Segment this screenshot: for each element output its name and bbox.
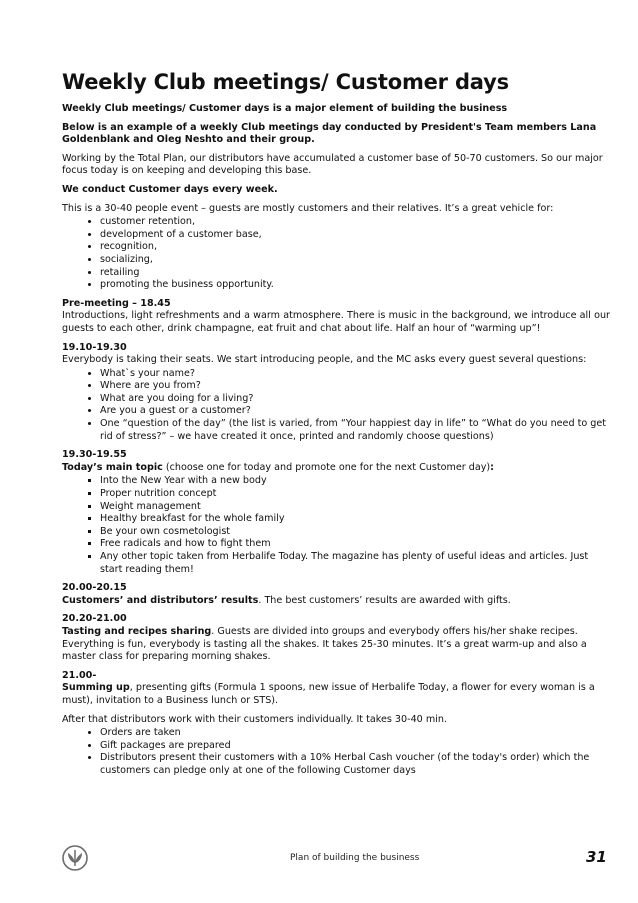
list-item: • Orders are taken bbox=[100, 727, 610, 740]
intro-bold-text: Weekly Club meetings/ Customer days is a major element of building the business bbox=[62, 103, 508, 114]
document-page bbox=[62, 70, 610, 784]
list-item: • Are you a guest or a customer? bbox=[100, 405, 610, 418]
list-item: • socializing, bbox=[100, 254, 610, 267]
questions-list bbox=[62, 368, 610, 444]
section-2100-label: Summing up bbox=[62, 682, 130, 694]
list-item: • promoting the business opportunity. bbox=[100, 279, 610, 292]
page-title: Weekly Club meetings/ Customer days bbox=[62, 70, 509, 94]
section-1930 bbox=[62, 449, 610, 474]
page-number: 31 bbox=[586, 848, 607, 866]
main-topic-colon: : bbox=[490, 461, 494, 473]
list-item: ▪ Into the New Year with a new body bbox=[100, 475, 610, 488]
list-item: ▪ Free radicals and how to fight them bbox=[100, 538, 610, 551]
list-item: • Gift packages are prepared bbox=[100, 740, 610, 753]
conduct-bold-text: We conduct Customer days every week. bbox=[62, 183, 278, 195]
footer-text: Plan of building the business bbox=[290, 853, 420, 863]
section-2020-heading: 20.20-21.00 bbox=[62, 613, 127, 625]
section-2020 bbox=[62, 613, 610, 663]
after-paragraph: After that distributors work with their customers individually. It takes 30-40 min. bbox=[62, 713, 447, 725]
herbalife-leaf-icon bbox=[62, 845, 88, 871]
section-2000 bbox=[62, 582, 610, 607]
list-item: • customer retention, bbox=[100, 216, 610, 229]
premeeting-heading: Pre-meeting – 18.45 bbox=[62, 297, 171, 309]
section-2100 bbox=[62, 670, 610, 708]
section-1910-text: Everybody is taking their seats. We start introducing people, and the MC asks every guest several questions: bbox=[62, 354, 587, 366]
section-2000-label: Customers’ and distributors’ results bbox=[62, 594, 259, 606]
section-2000-text: . The best customers’ results are awarded with gifts. bbox=[258, 594, 511, 606]
section-1910 bbox=[62, 342, 610, 367]
list-item: • retailing bbox=[100, 267, 610, 280]
list-item: • development of a customer base, bbox=[100, 229, 610, 242]
section-2100-heading: 21.00- bbox=[62, 669, 97, 681]
list-item: • One “question of the day” (the list is varied, from “Your happiest day in life” to “What do you need to get rid of stress?” – we have created it once, printed and randomly choose questions) bbox=[100, 418, 610, 443]
page-footer bbox=[0, 844, 638, 884]
example-bold-text: Below is an example of a weekly Club meetings day conducted by President's Team members Lana Goldenblank and Oleg Neshto and their group. bbox=[62, 121, 597, 146]
section-2100-text: , presenting gifts (Formula 1 spoons, new issue of Herbalife Today, a flower for every woman is a must), invitation to a Business lunch or STS). bbox=[62, 682, 595, 706]
total-plan-paragraph: Working by the Total Plan, our distributors have accumulated a customer base of 50-70 customers. So our major focus today is on keeping and developing this base. bbox=[62, 152, 603, 177]
list-item: • What are you doing for a living? bbox=[100, 393, 610, 406]
list-item: • recognition, bbox=[100, 241, 610, 254]
section-1910-heading: 19.10-19.30 bbox=[62, 341, 127, 353]
list-item: ▪ Be your own cosmetologist bbox=[100, 526, 610, 539]
premeeting-section bbox=[62, 298, 610, 336]
vehicle-list bbox=[62, 216, 610, 292]
list-item: • What`s your name? bbox=[100, 368, 610, 381]
list-item: • Where are you from? bbox=[100, 380, 610, 393]
list-item: ▪ Weight management bbox=[100, 501, 610, 514]
section-2000-heading: 20.00-20.15 bbox=[62, 582, 127, 594]
event-paragraph: This is a 30-40 people event – guests are mostly customers and their relatives. It’s a great vehicle for: bbox=[62, 202, 554, 214]
section-2020-text: . Guests are divided into groups and everybody offers his/her shake recipes. Everything is fun, everybody is tasting all the shakes. It takes 25-30 minutes. It’s a great warm-up and also a master class for preparing morning shakes. bbox=[62, 625, 587, 663]
section-2020-label: Tasting and recipes sharing bbox=[62, 625, 212, 637]
list-item: • Distributors present their customers with a 10% Herbal Cash voucher (of the today's order) which the customers can pledge only at one of the following Customer days bbox=[100, 752, 610, 777]
topics-list bbox=[62, 475, 610, 576]
after-list bbox=[62, 727, 610, 777]
list-item: ▪ Healthy breakfast for the whole family bbox=[100, 513, 610, 526]
premeeting-text: Introductions, light refreshments and a warm atmosphere. There is music in the background, we introduce all our guests to each other, drink champagne, eat fruit and chat about life. Half an hour of “warming up”! bbox=[62, 310, 610, 334]
list-item: ▪ Any other topic taken from Herbalife Today. The magazine has plenty of useful ideas and articles. Just start reading them! bbox=[100, 551, 610, 576]
main-topic-text: (choose one for today and promote one for the next Customer day) bbox=[162, 461, 491, 473]
list-item: ▪ Proper nutrition concept bbox=[100, 488, 610, 501]
section-1930-heading: 19.30-19.55 bbox=[62, 449, 127, 461]
main-topic-label: Today’s main topic bbox=[62, 461, 163, 473]
